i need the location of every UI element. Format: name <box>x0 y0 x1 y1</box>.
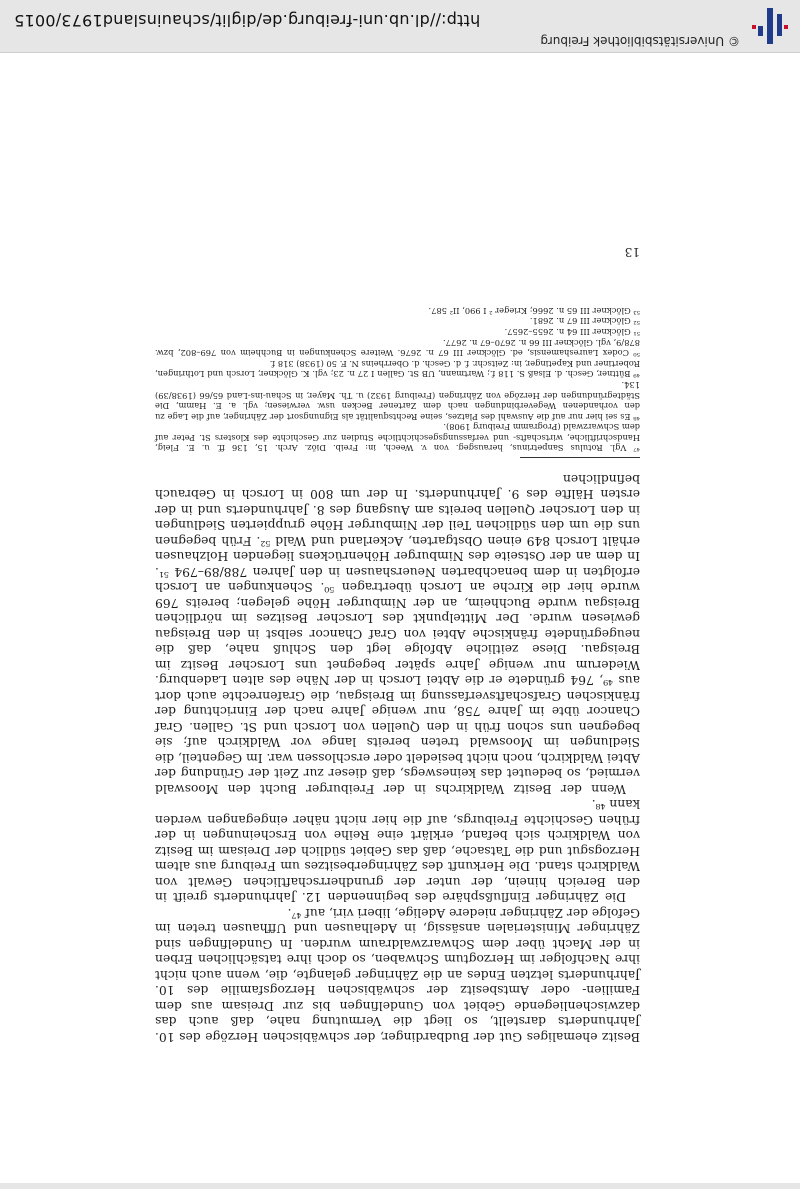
footnote: ⁴⁸ Es sei hier nur auf die Auswahl des Platzes, seine Rechtsqualität als Eignungsort der Zähringer, auf die Lage zu den vorhandenen Wegeverbindungen nach dem Zartener Becken usw. verwiesen; vgl. a. E. Hamm, Die Städtegründungen der Herzöge von Zähringen (Freiburg 1932) u. Th. Mayer, in Schau-ins-Land 65/66 (1938/39) 134. <box>155 379 640 422</box>
footnote: ⁴⁷ Vgl. Rotulus Sanpetrinus, herausgeg. von v. Weech, in: Freib. Diöz. Arch. 15, 136 ff. u. E. Fleig, Handschriftliche, wirtschafts- und verfassungsgeschichtliche Studien zur Geschichte des Klosters St. Peter auf dem Schwarzwald (Programm Freiburg 1908). <box>155 422 640 454</box>
paragraph: Besitz ehemaliges Gut der Budbardinger, der schwäbischen Herzöge des 10. Jahrhunderts darstellt, so liegt die Vermutung nahe, daß auch das dazwischenliegende Gebiet von Gundelfingen bis zur Dreisam aus dem Familien- oder Amtsbesitz der schwäbischen Herzogsfamilie des 10. Jahrhunderts letzten Endes an die Zähringer gelangte, die, wenn auch nicht ihre Nachfolger im Herzogtum Schwaben, so doch ihre tatsächlichen Erben in der Macht über dem Schwarzwaldraum wurden. In Gundelfingen sind Zähringer Ministerialen ansässig, in Adelhausen und Uffhausen treten im Gefolge der Zähringer niedere Adelige, liberi viri, auf ⁴⁷. <box>155 906 640 1044</box>
library-footer <box>0 0 800 53</box>
ub-freiburg-logo-icon <box>750 6 790 46</box>
footnote: ⁵³ Glöckner III 65 n. 2666; Krieger ² I 990, II² 587. <box>428 305 640 316</box>
footnote-divider <box>520 458 640 459</box>
footnote: ⁴⁹ Büttner, Gesch. d. Elsaß S. 118 f.; Wartmann, UB St. Gallen I 27 n. 23; vgl. K. Glöckner, Lorsch und Lothringen, Robertiner und Kapetinger, in: Zeitschr. f. d. Gesch. d. Oberrheins N. F. 50 (1938) 318 f. <box>155 358 640 380</box>
paragraph: Die Zähringer Einflußsphäre des beginnenden 12. Jahrhunderts greift in den Bereich hinein, der unter der grundherrschaftlichen Gewalt von Waldkirch stand. Die Herkunft des Zähringerbesitzes um Freiburg aus altem Herzogsgut und die Tatsache, daß das Gebiet südlich der Dreisam im Besitz von Waldkirch sich befand, erklärt eine Reihe von Erscheinungen in der frühen Geschichte Freiburgs, auf die hier nicht näher eingegangen werden kann ⁴⁸. <box>155 797 640 905</box>
footnote: ⁵² Glöckner III 67 n. 2681. <box>529 316 640 327</box>
copyright-notice: © Universitätsbibliothek Freiburg <box>540 34 740 48</box>
bottom-scan-band <box>0 1183 800 1189</box>
paragraph: Wenn der Besitz Waldkirchs in der Freiburger Bucht den Mooswald vermied, so bedeutet das keineswegs, daß dieser zur Zeit der Gründung der Abtei Waldkirch, noch nicht besiedelt oder erschlossen war. Im Gegenteil, die Siedlungen im Mooswald treten bereits lange vor Waldkirch auf; sie begegnen uns schon früh in den Quellen von Lorsch und St. Gallen. Graf Chancor übte im Jahre 758, nur wenige Jahre nach der Einrichtung der fränkischen Grafschaftsverfassung im Breisgau, die Grafenrechte auch dort aus ⁴⁹, 764 gründete er die Abtei Lorsch in der Nähe des alten Ladenburg. Wiederum nur wenige Jahre später begegnet uns Lorscher Besitz im Breisgau. Diese zeitliche Abfolge legt den Schluß nahe, daß die neugegründete fränkische Abtei von Graf Chancor selbst in den Breisgau gewiesen wurde. Der Mittelpunkt des Lorscher Besitzes im nördlichen Breisgau wurde Buchheim, an der Nimburger Höhe gelegen; bereits 769 wurde hier die Kirche an Lorsch übertragen ⁵⁰. Schenkungen an Lorsch erfolgten in dem benachbarten Neuershausen in den Jahren 788/89–794 ⁵¹. In dem an der Ostseite des Nimburger Höhenrückens liegenden Holzhausen erhält Lorsch 849 einen Obstgarten, Ackerland und Wald ⁵². Früh begegnen uns die um den südlichen Teil der Nimburger Höhe gruppierten Siedlungen in den Lorscher Quellen bereits am Ausgang des 8. Jahrhunderts und in der ersten Hälfte des 9. Jahrhunderts. In der um 800 in Lorsch in Gebrauch befindlichen <box>154 472 640 796</box>
page-number: 13 <box>624 245 640 259</box>
page-body <box>155 305 640 1044</box>
footnote: ⁵¹ Glöckner III 64 n. 2655–2657. <box>504 326 640 337</box>
footnote: ⁵⁰ Codex Laureshamensis, ed. Glöckner III 67 n. 2676. Weitere Schenkungen in Buchheim von 769–802, bzw. 878/9, vgl. Glöckner III 66 n. 2670–67 n. 2677. <box>155 337 640 359</box>
permalink-url[interactable]: http://dl.ub.uni-freiburg.de/diglit/schauinsland1973/0015 <box>14 11 481 30</box>
